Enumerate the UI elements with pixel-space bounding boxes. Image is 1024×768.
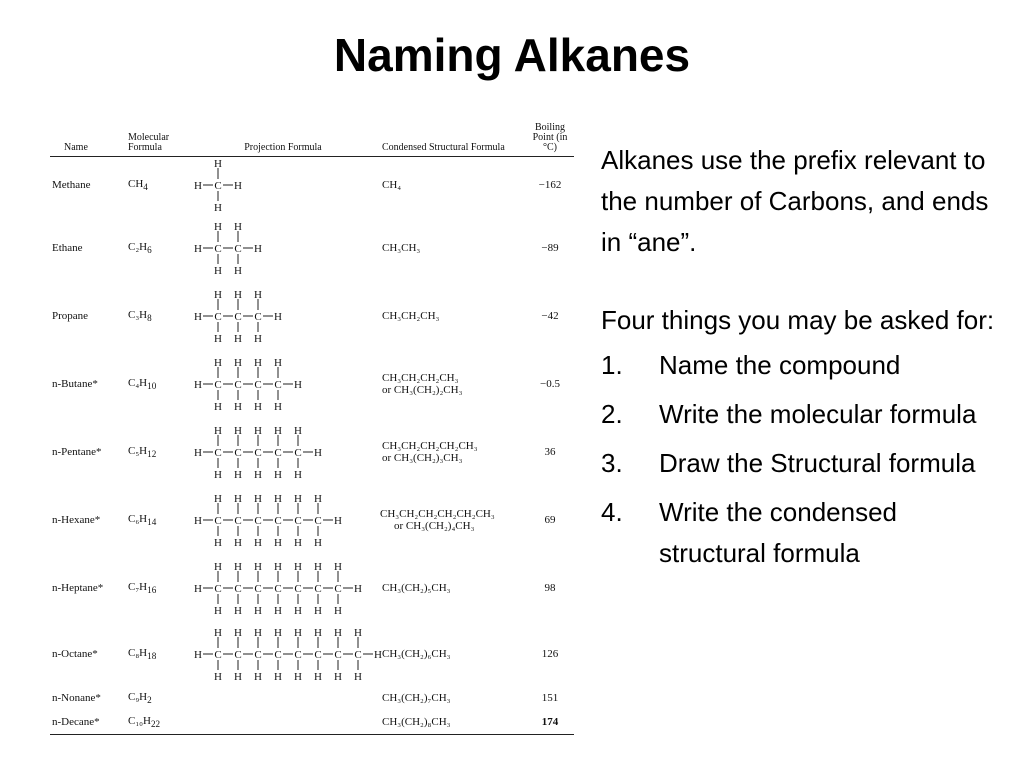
condensed-line-2: or CH₃(CH₂)₂CH₃ bbox=[382, 384, 463, 396]
carbon-atom: C bbox=[214, 311, 222, 323]
mol-sub: 8 bbox=[147, 313, 152, 324]
hydrogen-atom: H bbox=[294, 627, 302, 639]
hydrogen-atom: H bbox=[214, 265, 222, 277]
projection-formula bbox=[186, 622, 380, 686]
projection-formula bbox=[186, 554, 380, 622]
hydrogen-atom: H bbox=[234, 425, 242, 437]
hydrogen-atom: H bbox=[274, 605, 282, 617]
table-row bbox=[50, 282, 574, 350]
projection-svg bbox=[188, 626, 382, 683]
carbon-atom: C bbox=[314, 649, 322, 661]
hydrogen-atom: H bbox=[314, 447, 322, 459]
molecular-formula bbox=[126, 418, 186, 486]
condensed-line-1: CH₃CH₂CH₃ bbox=[382, 310, 440, 322]
hydrogen-atom: H bbox=[374, 649, 382, 661]
hydrogen-atom: H bbox=[274, 561, 282, 573]
hydrogen-atom: H bbox=[274, 401, 282, 413]
projection-svg bbox=[188, 560, 378, 616]
hydrogen-atom: H bbox=[214, 221, 222, 233]
header-molecular-formula: Molecular Formula bbox=[126, 118, 186, 156]
carbon-atom: C bbox=[214, 649, 222, 661]
hydrogen-atom: H bbox=[214, 671, 222, 683]
carbon-atom: C bbox=[314, 583, 322, 595]
boiling-point: 126 bbox=[541, 648, 559, 660]
alkane-name: n-Decane* bbox=[50, 710, 126, 734]
carbon-atom: C bbox=[214, 379, 222, 391]
header-name: Name bbox=[50, 118, 126, 156]
hydrogen-atom: H bbox=[194, 311, 202, 323]
mol-sub: 6 bbox=[147, 245, 152, 256]
condensed-formula bbox=[380, 418, 526, 486]
list-item bbox=[601, 443, 1001, 484]
table-row bbox=[50, 214, 574, 282]
list-number: 1. bbox=[601, 350, 623, 380]
alkane-name: Propane bbox=[52, 310, 89, 322]
condensed-line-1: CH₃CH₂CH₂CH₂CH₃ bbox=[382, 440, 478, 452]
hydrogen-atom: H bbox=[234, 401, 242, 413]
things-list bbox=[601, 345, 1001, 574]
carbon-atom: C bbox=[214, 583, 222, 595]
table-row bbox=[50, 350, 574, 418]
list-number: 2. bbox=[601, 399, 623, 429]
hydrogen-atom: H bbox=[294, 605, 302, 617]
hydrogen-atom: H bbox=[194, 379, 202, 391]
hydrogen-atom: H bbox=[254, 333, 262, 345]
hydrogen-atom: H bbox=[294, 537, 302, 549]
molecular-formula bbox=[126, 156, 186, 214]
hydrogen-atom: H bbox=[214, 401, 222, 413]
condensed-line-2: or CH₃(CH₂)₃CH₃ bbox=[382, 452, 463, 464]
mol-sub: 12 bbox=[147, 449, 157, 460]
list-number: 3. bbox=[601, 448, 623, 478]
carbon-atom: C bbox=[234, 515, 242, 527]
hydrogen-atom: H bbox=[214, 469, 222, 481]
carbon-atom: C bbox=[234, 583, 242, 595]
hydrogen-atom: H bbox=[254, 537, 262, 549]
header-condensed-formula: Condensed Structural Formula bbox=[380, 118, 526, 156]
hydrogen-atom: H bbox=[194, 515, 202, 527]
hydrogen-atom: H bbox=[254, 289, 262, 301]
mol-base: C₃H bbox=[128, 308, 148, 321]
carbon-atom: C bbox=[234, 649, 242, 661]
alkane-name: n-Octane* bbox=[52, 648, 98, 660]
hydrogen-atom: H bbox=[214, 202, 222, 215]
condensed-line-1: CH₃(CH₂)₆CH₃ bbox=[382, 648, 451, 660]
table-row bbox=[50, 554, 574, 622]
carbon-atom: C bbox=[294, 515, 302, 527]
carbon-atom: C bbox=[254, 515, 262, 527]
carbon-atom: C bbox=[314, 515, 322, 527]
hydrogen-atom: H bbox=[254, 357, 262, 369]
list-text: Draw the Structural formula bbox=[659, 448, 976, 478]
condensed-formula bbox=[380, 214, 526, 282]
molecular-formula bbox=[126, 710, 186, 734]
hydrogen-atom: H bbox=[314, 671, 322, 683]
hydrogen-atom: H bbox=[254, 401, 262, 413]
carbon-atom: C bbox=[234, 311, 242, 323]
hydrogen-atom: H bbox=[234, 671, 242, 683]
projection-svg bbox=[188, 288, 378, 344]
molecular-formula bbox=[126, 686, 186, 710]
mol-sub: 14 bbox=[147, 517, 157, 528]
mol-base: CH bbox=[128, 178, 144, 191]
slide-title: Naming Alkanes bbox=[333, 29, 691, 81]
condensed-line-1: CH₄ bbox=[382, 179, 402, 192]
hydrogen-atom: H bbox=[254, 671, 262, 683]
hydrogen-atom: H bbox=[354, 627, 362, 639]
carbon-atom: C bbox=[254, 447, 262, 459]
lead-paragraph: Four things you may be asked for: bbox=[601, 305, 995, 335]
hydrogen-atom: H bbox=[214, 289, 222, 301]
alkane-name: n-Hexane* bbox=[52, 514, 101, 526]
table-row bbox=[50, 156, 574, 214]
molecular-formula bbox=[126, 554, 186, 622]
hydrogen-atom: H bbox=[334, 605, 342, 617]
mol-base: C₇H bbox=[128, 580, 148, 593]
alkane-name: n-Butane* bbox=[52, 378, 98, 390]
hydrogen-atom: H bbox=[274, 311, 282, 323]
hydrogen-atom: H bbox=[334, 515, 342, 527]
mol-sub: 4 bbox=[143, 182, 148, 193]
hydrogen-atom: H bbox=[314, 493, 322, 505]
condensed-line-2: or CH₃(CH₂)₄CH₃ bbox=[394, 520, 475, 532]
boiling-point: −89 bbox=[541, 242, 559, 254]
hydrogen-atom: H bbox=[214, 425, 222, 437]
hydrogen-atom: H bbox=[254, 493, 262, 505]
carbon-atom: C bbox=[254, 583, 262, 595]
carbon-atom: C bbox=[294, 447, 302, 459]
hydrogen-atom: H bbox=[354, 583, 362, 595]
hydrogen-atom: H bbox=[194, 447, 202, 459]
mol-sub: 16 bbox=[147, 585, 157, 596]
projection-svg bbox=[188, 157, 378, 213]
hydrogen-atom: H bbox=[294, 469, 302, 481]
condensed-formula bbox=[380, 622, 526, 686]
hydrogen-atom: H bbox=[194, 583, 202, 595]
condensed-formula bbox=[380, 282, 526, 350]
hydrogen-atom: H bbox=[214, 158, 222, 171]
mol-sub: 2 bbox=[147, 695, 152, 706]
carbon-atom: C bbox=[254, 649, 262, 661]
carbon-atom: C bbox=[274, 583, 282, 595]
molecular-formula bbox=[126, 282, 186, 350]
projection-formula bbox=[186, 282, 380, 350]
carbon-atom: C bbox=[234, 243, 242, 255]
hydrogen-atom: H bbox=[214, 493, 222, 505]
condensed-line-1: CH₃CH₂CH₂CH₃ bbox=[382, 372, 459, 384]
carbon-atom: C bbox=[214, 447, 222, 459]
hydrogen-atom: H bbox=[334, 671, 342, 683]
hydrogen-atom: H bbox=[214, 333, 222, 345]
carbon-atom: C bbox=[334, 583, 342, 595]
projection-svg bbox=[188, 492, 378, 548]
alkanes-data-table bbox=[50, 118, 574, 735]
mol-base: C₄H bbox=[128, 376, 148, 389]
projection-svg bbox=[188, 356, 378, 412]
hydrogen-atom: H bbox=[274, 425, 282, 437]
alkane-name: Ethane bbox=[52, 242, 83, 254]
boiling-point: 174 bbox=[526, 710, 574, 734]
list-item bbox=[601, 345, 1001, 386]
carbon-atom: C bbox=[254, 379, 262, 391]
hydrogen-atom: H bbox=[194, 243, 202, 255]
hydrogen-atom: H bbox=[294, 493, 302, 505]
mol-sub: 10 bbox=[147, 381, 157, 392]
hydrogen-atom: H bbox=[254, 469, 262, 481]
carbon-atom: C bbox=[214, 515, 222, 527]
hydrogen-atom: H bbox=[254, 243, 262, 255]
boiling-point: −0.5 bbox=[540, 378, 560, 390]
carbon-atom: C bbox=[274, 379, 282, 391]
condensed-line-1: CH₃(CH₂)₅CH₃ bbox=[382, 582, 451, 594]
list-text: Write the condensed structural formula bbox=[659, 497, 897, 568]
molecular-formula bbox=[126, 622, 186, 686]
boiling-point: 69 bbox=[544, 514, 556, 526]
alkane-name: n-Nonane* bbox=[52, 692, 101, 704]
list-number: 4. bbox=[601, 497, 623, 527]
hydrogen-atom: H bbox=[254, 425, 262, 437]
table-row bbox=[50, 710, 574, 734]
condensed-formula bbox=[380, 156, 526, 214]
hydrogen-atom: H bbox=[294, 425, 302, 437]
spacer bbox=[601, 263, 1001, 300]
projection-formula bbox=[186, 418, 380, 486]
carbon-atom: C bbox=[334, 649, 342, 661]
alkane-name: Methane bbox=[52, 179, 91, 192]
carbon-atom: C bbox=[294, 649, 302, 661]
hydrogen-atom: H bbox=[234, 289, 242, 301]
boiling-point: 98 bbox=[544, 582, 556, 594]
header-boiling-point: Boiling Point (in °C) bbox=[526, 118, 574, 156]
condensed-formula bbox=[380, 554, 526, 622]
projection-formula-empty bbox=[186, 710, 380, 734]
mol-base: C₉H bbox=[128, 690, 148, 703]
mol-base: C₅H bbox=[128, 444, 148, 457]
hydrogen-atom: H bbox=[234, 561, 242, 573]
mol-base: C₈H bbox=[128, 646, 148, 659]
hydrogen-atom: H bbox=[214, 605, 222, 617]
hydrogen-atom: H bbox=[194, 649, 202, 661]
hydrogen-atom: H bbox=[334, 627, 342, 639]
carbon-atom: C bbox=[234, 447, 242, 459]
condensed-formula bbox=[380, 686, 526, 710]
list-item bbox=[601, 394, 1001, 435]
hydrogen-atom: H bbox=[274, 537, 282, 549]
list-text: Name the compound bbox=[659, 350, 901, 380]
projection-formula bbox=[186, 486, 380, 554]
hydrogen-atom: H bbox=[294, 379, 302, 391]
intro-paragraph: Alkanes use the prefix relevant to the number of Carbons, and ends in “ane”. bbox=[601, 145, 989, 257]
table-row bbox=[50, 686, 574, 710]
projection-formula bbox=[186, 156, 380, 214]
hydrogen-atom: H bbox=[214, 537, 222, 549]
condensed-line-1: CH₃(CH₂)₇CH₃ bbox=[382, 692, 451, 704]
hydrogen-atom: H bbox=[234, 357, 242, 369]
alkane-name: n-Pentane* bbox=[52, 446, 102, 458]
projection-formula-empty bbox=[186, 686, 380, 710]
hydrogen-atom: H bbox=[234, 469, 242, 481]
hydrogen-atom: H bbox=[214, 561, 222, 573]
hydrogen-atom: H bbox=[354, 671, 362, 683]
projection-svg bbox=[188, 424, 378, 480]
hydrogen-atom: H bbox=[314, 537, 322, 549]
hydrogen-atom: H bbox=[234, 627, 242, 639]
condensed-line-1: CH₃CH₃ bbox=[382, 242, 421, 254]
list-item bbox=[601, 492, 1001, 574]
condensed-line-1: CH₃(CH₂)₈CH₃ bbox=[382, 715, 451, 728]
hydrogen-atom: H bbox=[294, 671, 302, 683]
hydrogen-atom: H bbox=[254, 627, 262, 639]
alkanes-table bbox=[50, 118, 568, 740]
list-text: Write the molecular formula bbox=[659, 399, 977, 429]
hydrogen-atom: H bbox=[314, 627, 322, 639]
hydrogen-atom: H bbox=[234, 221, 242, 233]
mol-sub: 22 bbox=[150, 718, 161, 729]
carbon-atom: C bbox=[234, 379, 242, 391]
molecular-formula bbox=[126, 350, 186, 418]
hydrogen-atom: H bbox=[254, 561, 262, 573]
molecular-formula bbox=[126, 486, 186, 554]
carbon-atom: C bbox=[214, 180, 222, 193]
hydrogen-atom: H bbox=[294, 561, 302, 573]
boiling-point: −162 bbox=[538, 179, 562, 192]
carbon-atom: C bbox=[214, 243, 222, 255]
table-row bbox=[50, 418, 574, 486]
hydrogen-atom: H bbox=[234, 605, 242, 617]
carbon-atom: C bbox=[274, 447, 282, 459]
hydrogen-atom: H bbox=[194, 180, 202, 193]
condensed-formula bbox=[380, 710, 526, 734]
carbon-atom: C bbox=[274, 649, 282, 661]
carbon-atom: C bbox=[354, 649, 362, 661]
mol-base: C₁₀H bbox=[128, 714, 151, 727]
hydrogen-atom: H bbox=[214, 627, 222, 639]
hydrogen-atom: H bbox=[274, 357, 282, 369]
hydrogen-atom: H bbox=[234, 180, 242, 193]
carbon-atom: C bbox=[274, 515, 282, 527]
hydrogen-atom: H bbox=[274, 627, 282, 639]
hydrogen-atom: H bbox=[254, 605, 262, 617]
hydrogen-atom: H bbox=[314, 605, 322, 617]
hydrogen-atom: H bbox=[274, 493, 282, 505]
hydrogen-atom: H bbox=[214, 357, 222, 369]
mol-sub: 18 bbox=[147, 651, 157, 662]
hydrogen-atom: H bbox=[274, 469, 282, 481]
carbon-atom: C bbox=[254, 311, 262, 323]
hydrogen-atom: H bbox=[234, 333, 242, 345]
boiling-point: 151 bbox=[541, 692, 559, 704]
hydrogen-atom: H bbox=[234, 265, 242, 277]
projection-formula bbox=[186, 350, 380, 418]
mol-base: C₂H bbox=[128, 240, 148, 253]
hydrogen-atom: H bbox=[274, 671, 282, 683]
boiling-point: 36 bbox=[544, 446, 556, 458]
alkane-name: n-Heptane* bbox=[52, 582, 104, 594]
hydrogen-atom: H bbox=[234, 537, 242, 549]
projection-svg bbox=[188, 220, 378, 276]
header-projection-formula: Projection Formula bbox=[186, 118, 380, 156]
hydrogen-atom: H bbox=[314, 561, 322, 573]
hydrogen-atom: H bbox=[334, 561, 342, 573]
condensed-line-1: CH₃CH₂CH₂CH₂CH₂CH₃ bbox=[380, 508, 495, 520]
projection-formula bbox=[186, 214, 380, 282]
carbon-atom: C bbox=[294, 583, 302, 595]
explanation-text bbox=[601, 140, 1001, 582]
condensed-formula bbox=[380, 350, 526, 418]
hydrogen-atom: H bbox=[234, 493, 242, 505]
table-header-row bbox=[50, 118, 574, 156]
table-row bbox=[50, 622, 574, 686]
condensed-formula bbox=[380, 486, 526, 554]
table-row bbox=[50, 486, 574, 554]
mol-base: C₆H bbox=[128, 512, 148, 525]
boiling-point: −42 bbox=[541, 310, 559, 322]
molecular-formula bbox=[126, 214, 186, 282]
